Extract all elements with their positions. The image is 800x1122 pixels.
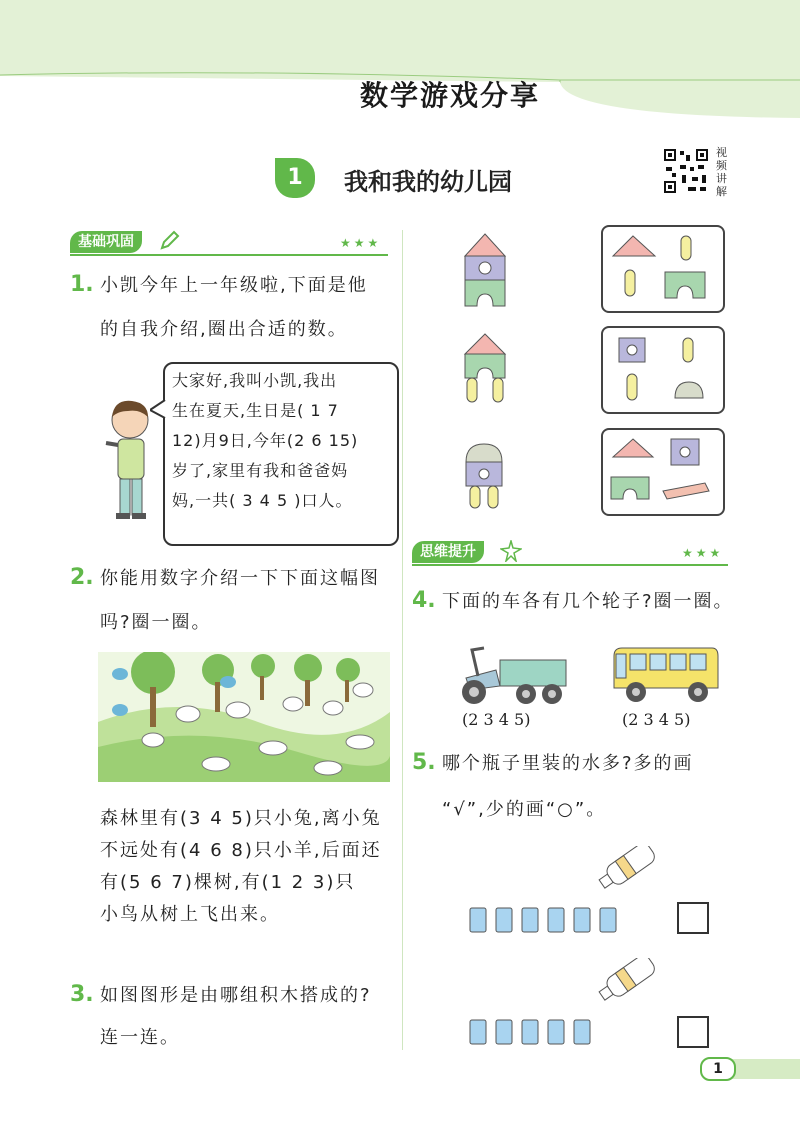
sparkle-icon — [500, 540, 522, 562]
question-number: 2. — [70, 565, 94, 590]
question-text: 吗?圈一圈。 — [100, 612, 212, 633]
answer-line: 小鸟从树上飞出来。 — [100, 904, 280, 925]
section-divider — [70, 254, 388, 256]
answer-block — [100, 803, 400, 931]
difficulty-stars: ★★★ — [682, 546, 724, 560]
bottle-cups-row-1 — [466, 846, 666, 936]
bubble-text — [172, 366, 394, 516]
bubble-line: 岁了,家里有我和爸爸妈 — [172, 461, 349, 480]
answer-line: 不远处有(4 6 8)只小羊,后面还 — [100, 840, 382, 861]
question-number: 1. — [70, 272, 94, 297]
qr-label: 视频讲解 — [716, 146, 727, 198]
page-title: 数学游戏分享 — [360, 79, 541, 112]
question-text: 哪个瓶子里装的水多?多的画 — [442, 753, 694, 774]
question-text: “√”,少的画“○”。 — [442, 799, 607, 820]
pencil-icon — [158, 230, 180, 252]
question-text: 小凯今年上一年级啦,下面是他 — [100, 275, 368, 296]
bubble-line: 生在夏天,生日是( 1 7 — [172, 401, 339, 420]
question-text: 如图图形是由哪组积木搭成的? — [100, 985, 372, 1006]
answer-box-1[interactable] — [677, 902, 709, 934]
bus-illustration — [608, 642, 720, 706]
question-text: 的自我介绍,圈出合适的数。 — [100, 319, 348, 340]
option-bus[interactable]: (2 3 4 5) — [622, 710, 691, 729]
question-number: 5. — [412, 750, 436, 775]
section-divider — [412, 564, 728, 566]
section-tag-thinking: 思维提升 — [412, 541, 484, 563]
difficulty-stars: ★★★ — [340, 236, 382, 250]
tower-figure-2 — [455, 330, 515, 406]
tower-figure-3 — [462, 440, 508, 510]
lesson-title: 我和我的幼儿园 — [344, 168, 512, 196]
question-number: 4. — [412, 588, 436, 613]
option-tricycle[interactable]: (2 3 4 5) — [462, 710, 531, 729]
block-group-a — [605, 230, 721, 306]
answer-box-2[interactable] — [677, 1016, 709, 1048]
bubble-line: 12)月9日,今年(2 6 15) — [172, 431, 359, 450]
question-text: 下面的车各有几个轮子?圈一圈。 — [442, 591, 734, 612]
answer-line: 森林里有(3 4 5)只小兔,离小兔 — [100, 808, 382, 829]
page-number: 1 — [700, 1057, 736, 1081]
answer-line: 有(5 6 7)棵树,有(1 2 3)只 — [100, 872, 356, 893]
bubble-line: 妈,一共( 3 4 5 )口人。 — [172, 491, 353, 510]
question-text: 连一连。 — [100, 1027, 180, 1048]
block-group-c — [605, 433, 721, 509]
bottle-cups-row-2 — [466, 958, 666, 1048]
bubble-line: 大家好,我叫小凯,我出 — [172, 371, 338, 390]
tower-figure-1 — [455, 232, 515, 312]
qr-code-icon[interactable] — [662, 147, 710, 195]
lesson-number-badge: 1 — [275, 158, 315, 198]
question-number: 3. — [70, 982, 94, 1007]
block-group-b — [605, 332, 721, 408]
column-divider — [402, 230, 403, 1050]
tricycle-illustration — [456, 640, 568, 708]
question-text: 你能用数字介绍一下下面这幅图 — [100, 568, 380, 589]
speech-bubble-tail — [150, 400, 166, 420]
section-tag-basic: 基础巩固 — [70, 231, 142, 253]
forest-scene-illustration — [98, 652, 390, 782]
